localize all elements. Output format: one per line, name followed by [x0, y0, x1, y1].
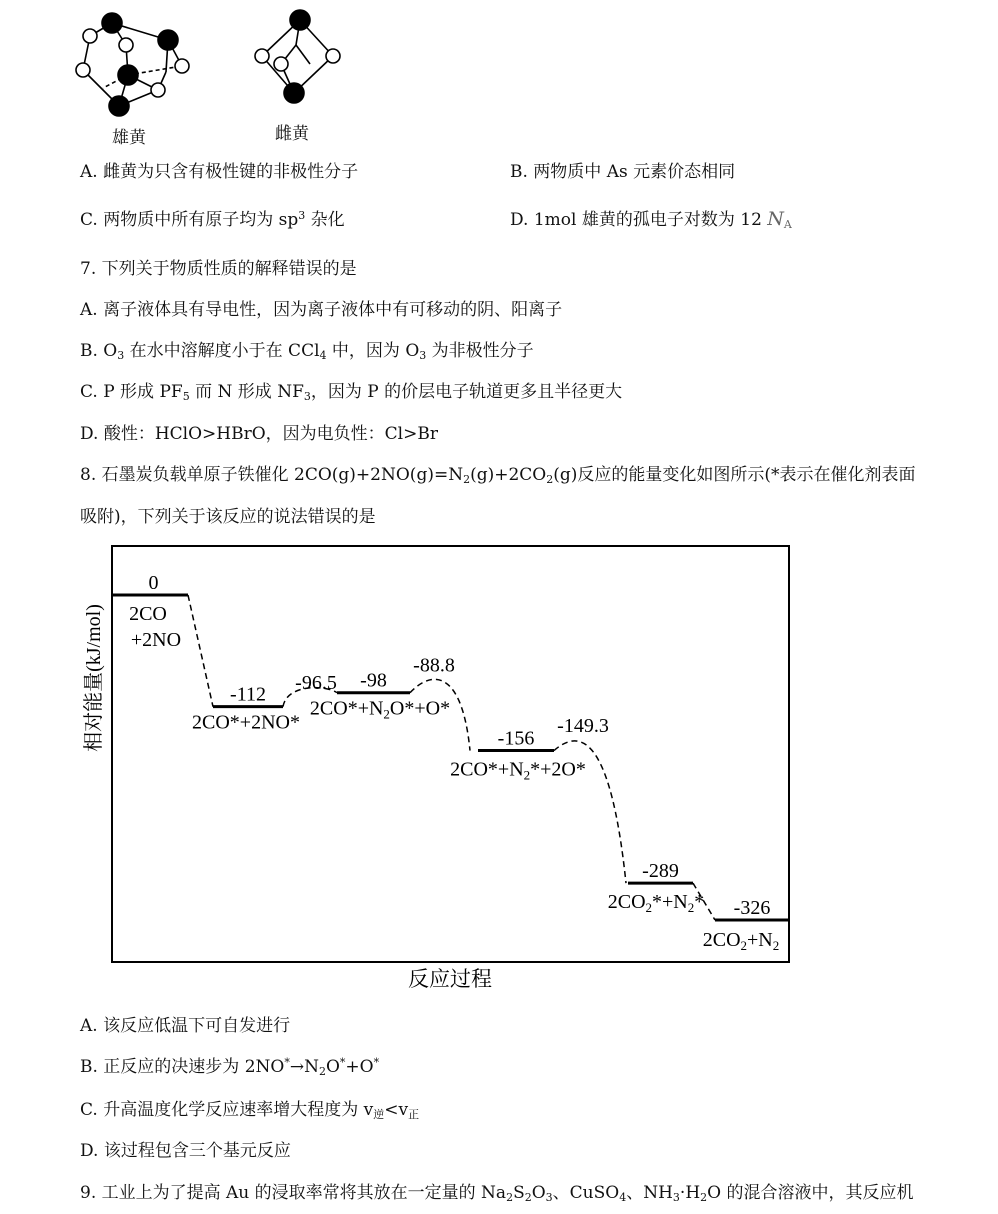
energy-value-label: -112 — [230, 683, 266, 706]
q8b-p3: * — [373, 1056, 380, 1069]
q7c-t3: ，因为 P 的价层电子轨道更多且半径更大 — [310, 382, 623, 402]
q7c-t2: 而 N 形成 NF — [189, 382, 304, 402]
q7b-t4: 为非极性分子 — [426, 341, 534, 361]
energy-value-label: -98 — [360, 669, 387, 692]
q7b-s3: 3 — [419, 349, 427, 362]
q9-s3: 3 — [545, 1191, 553, 1204]
q8b-t3: O — [325, 1057, 340, 1077]
q7c-s1: 5 — [182, 390, 190, 403]
q8b-t4: +O — [345, 1057, 374, 1077]
species-label: 2CO2*+N2* — [607, 891, 705, 916]
orpiment-atoms — [255, 10, 340, 103]
q8-option-c — [80, 1095, 419, 1122]
q8s-t2: (g)+2CO — [470, 465, 547, 485]
chart-marks — [113, 572, 789, 953]
q9-t7: O 的混合溶液中，其反应机 — [707, 1183, 914, 1203]
q6-option-c-sup: 3 — [298, 209, 306, 222]
q7-option-c — [80, 377, 622, 403]
q6-option-c-text: C. 两物质中所有原子均为 sp — [80, 210, 299, 230]
avogadro-n: N — [767, 208, 784, 230]
q6-option-a: A. 雌黄为只含有极性键的非极性分子 — [80, 162, 359, 182]
energy-value-label: -156 — [497, 727, 535, 750]
q9-stem — [80, 1178, 914, 1204]
q8-stem-line1 — [80, 460, 916, 486]
q8c-s2: 正 — [408, 1108, 420, 1121]
avogadro-symbol — [767, 208, 792, 230]
q9-t3: O — [531, 1183, 546, 1203]
q9-s4: 4 — [619, 1191, 627, 1204]
ts-energy-label: -88.8 — [413, 654, 455, 677]
q8-option-d: D. 该过程包含三个基元反应 — [80, 1141, 291, 1161]
energy-value-label: -326 — [733, 897, 771, 919]
q8b-t2: →N — [289, 1057, 319, 1077]
q9-t5: 、NH — [626, 1183, 673, 1203]
q8s-t1: 8. 石墨炭负载单原子铁催化 2CO(g)+2NO(g)=N — [80, 465, 464, 485]
q7c-t1: C. P 形成 PF — [80, 382, 183, 402]
q9-s6: 2 — [700, 1191, 708, 1204]
q6-option-d — [510, 205, 792, 231]
q7b-t1: B. O — [80, 341, 118, 361]
species-label: 2CO*+N2O*+O* — [309, 697, 451, 722]
ts-energy-label: -149.3 — [557, 714, 609, 737]
q9-t6: ·H — [679, 1183, 701, 1203]
orpiment-structure — [262, 20, 333, 93]
x-axis-label: 反应过程 — [408, 967, 492, 991]
q8c-s1: 逆 — [373, 1108, 385, 1121]
q8-stem-line2: 吸附)，下列关于该反应的说法错误的是 — [80, 507, 376, 527]
molecule-figures — [70, 0, 370, 120]
q8c-t2: <v — [384, 1100, 409, 1120]
q8-option-b — [80, 1052, 379, 1078]
q7-option-b — [80, 336, 534, 362]
connector-step-1 — [188, 595, 213, 707]
q8c-t1: C. 升高温度化学反应速率增大程度为 v — [80, 1100, 374, 1120]
q7b-t3: 中，因为 O — [326, 341, 420, 361]
q7b-s2: 4 — [319, 349, 327, 362]
q9-t4: 、CuSO — [552, 1183, 620, 1203]
q9-t1: 9. 工业上为了提高 Au 的浸取率常将其放在一定量的 Na — [80, 1183, 507, 1203]
q8s-s1: 2 — [463, 473, 471, 486]
species-label: 2CO*+2NO* — [192, 711, 300, 734]
species-label: +2NO — [130, 629, 182, 651]
q8b-t1: B. 正反应的决速步为 2NO — [80, 1057, 285, 1077]
avogadro-sub: A — [783, 218, 792, 231]
q8s-t3: (g)反应的能量变化如图所示(*表示在催化剂表面 — [553, 465, 916, 485]
ts-energy-label: -96.5 — [295, 672, 337, 695]
q8b-p1: * — [284, 1056, 290, 1069]
q6-option-c — [80, 205, 345, 230]
energy-diagram — [78, 538, 808, 998]
q7c-s2: 3 — [303, 390, 311, 403]
q7-option-a: A. 离子液体具有导电性，因为离子液体中有可移动的阴、阳离子 — [80, 300, 563, 320]
species-label: 2CO — [129, 603, 167, 625]
q6-option-b: B. 两物质中 As 元素价态相同 — [510, 162, 736, 182]
q6-option-c-post: 杂化 — [305, 210, 345, 230]
q8b-p2: * — [339, 1056, 346, 1069]
q9-s2: 2 — [524, 1191, 532, 1204]
q7b-t2: 在水中溶解度小于在 CCl — [124, 341, 320, 361]
species-label: 2CO2+N2 — [702, 929, 780, 953]
y-axis-label: 相对能量(kJ/mol) — [83, 604, 105, 752]
q7-stem: 7. 下列关于物质性质的解释错误的是 — [80, 259, 357, 279]
q9-s1: 2 — [506, 1191, 514, 1204]
energy-value-label: 0 — [148, 572, 159, 594]
q7-option-d: D. 酸性：HClO>HBrO，因为电负性：Cl>Br — [80, 424, 438, 444]
species-label: 2CO*+N2*+2O* — [450, 758, 586, 783]
q7b-s1: 3 — [117, 349, 125, 362]
q9-t2: S — [513, 1183, 525, 1203]
q8-option-a: A. 该反应低温下可自发进行 — [80, 1016, 291, 1036]
q9-s5: 3 — [672, 1191, 680, 1204]
energy-value-label: -289 — [642, 860, 679, 883]
q8s-s2: 2 — [546, 473, 554, 486]
q6-option-d-text: D. 1mol 雄黄的孤电子对数为 12 — [510, 210, 768, 230]
orpiment-label: 雌黄 — [275, 124, 309, 144]
q8b-s1: 2 — [318, 1065, 326, 1078]
realgar-label: 雄黄 — [112, 128, 146, 148]
